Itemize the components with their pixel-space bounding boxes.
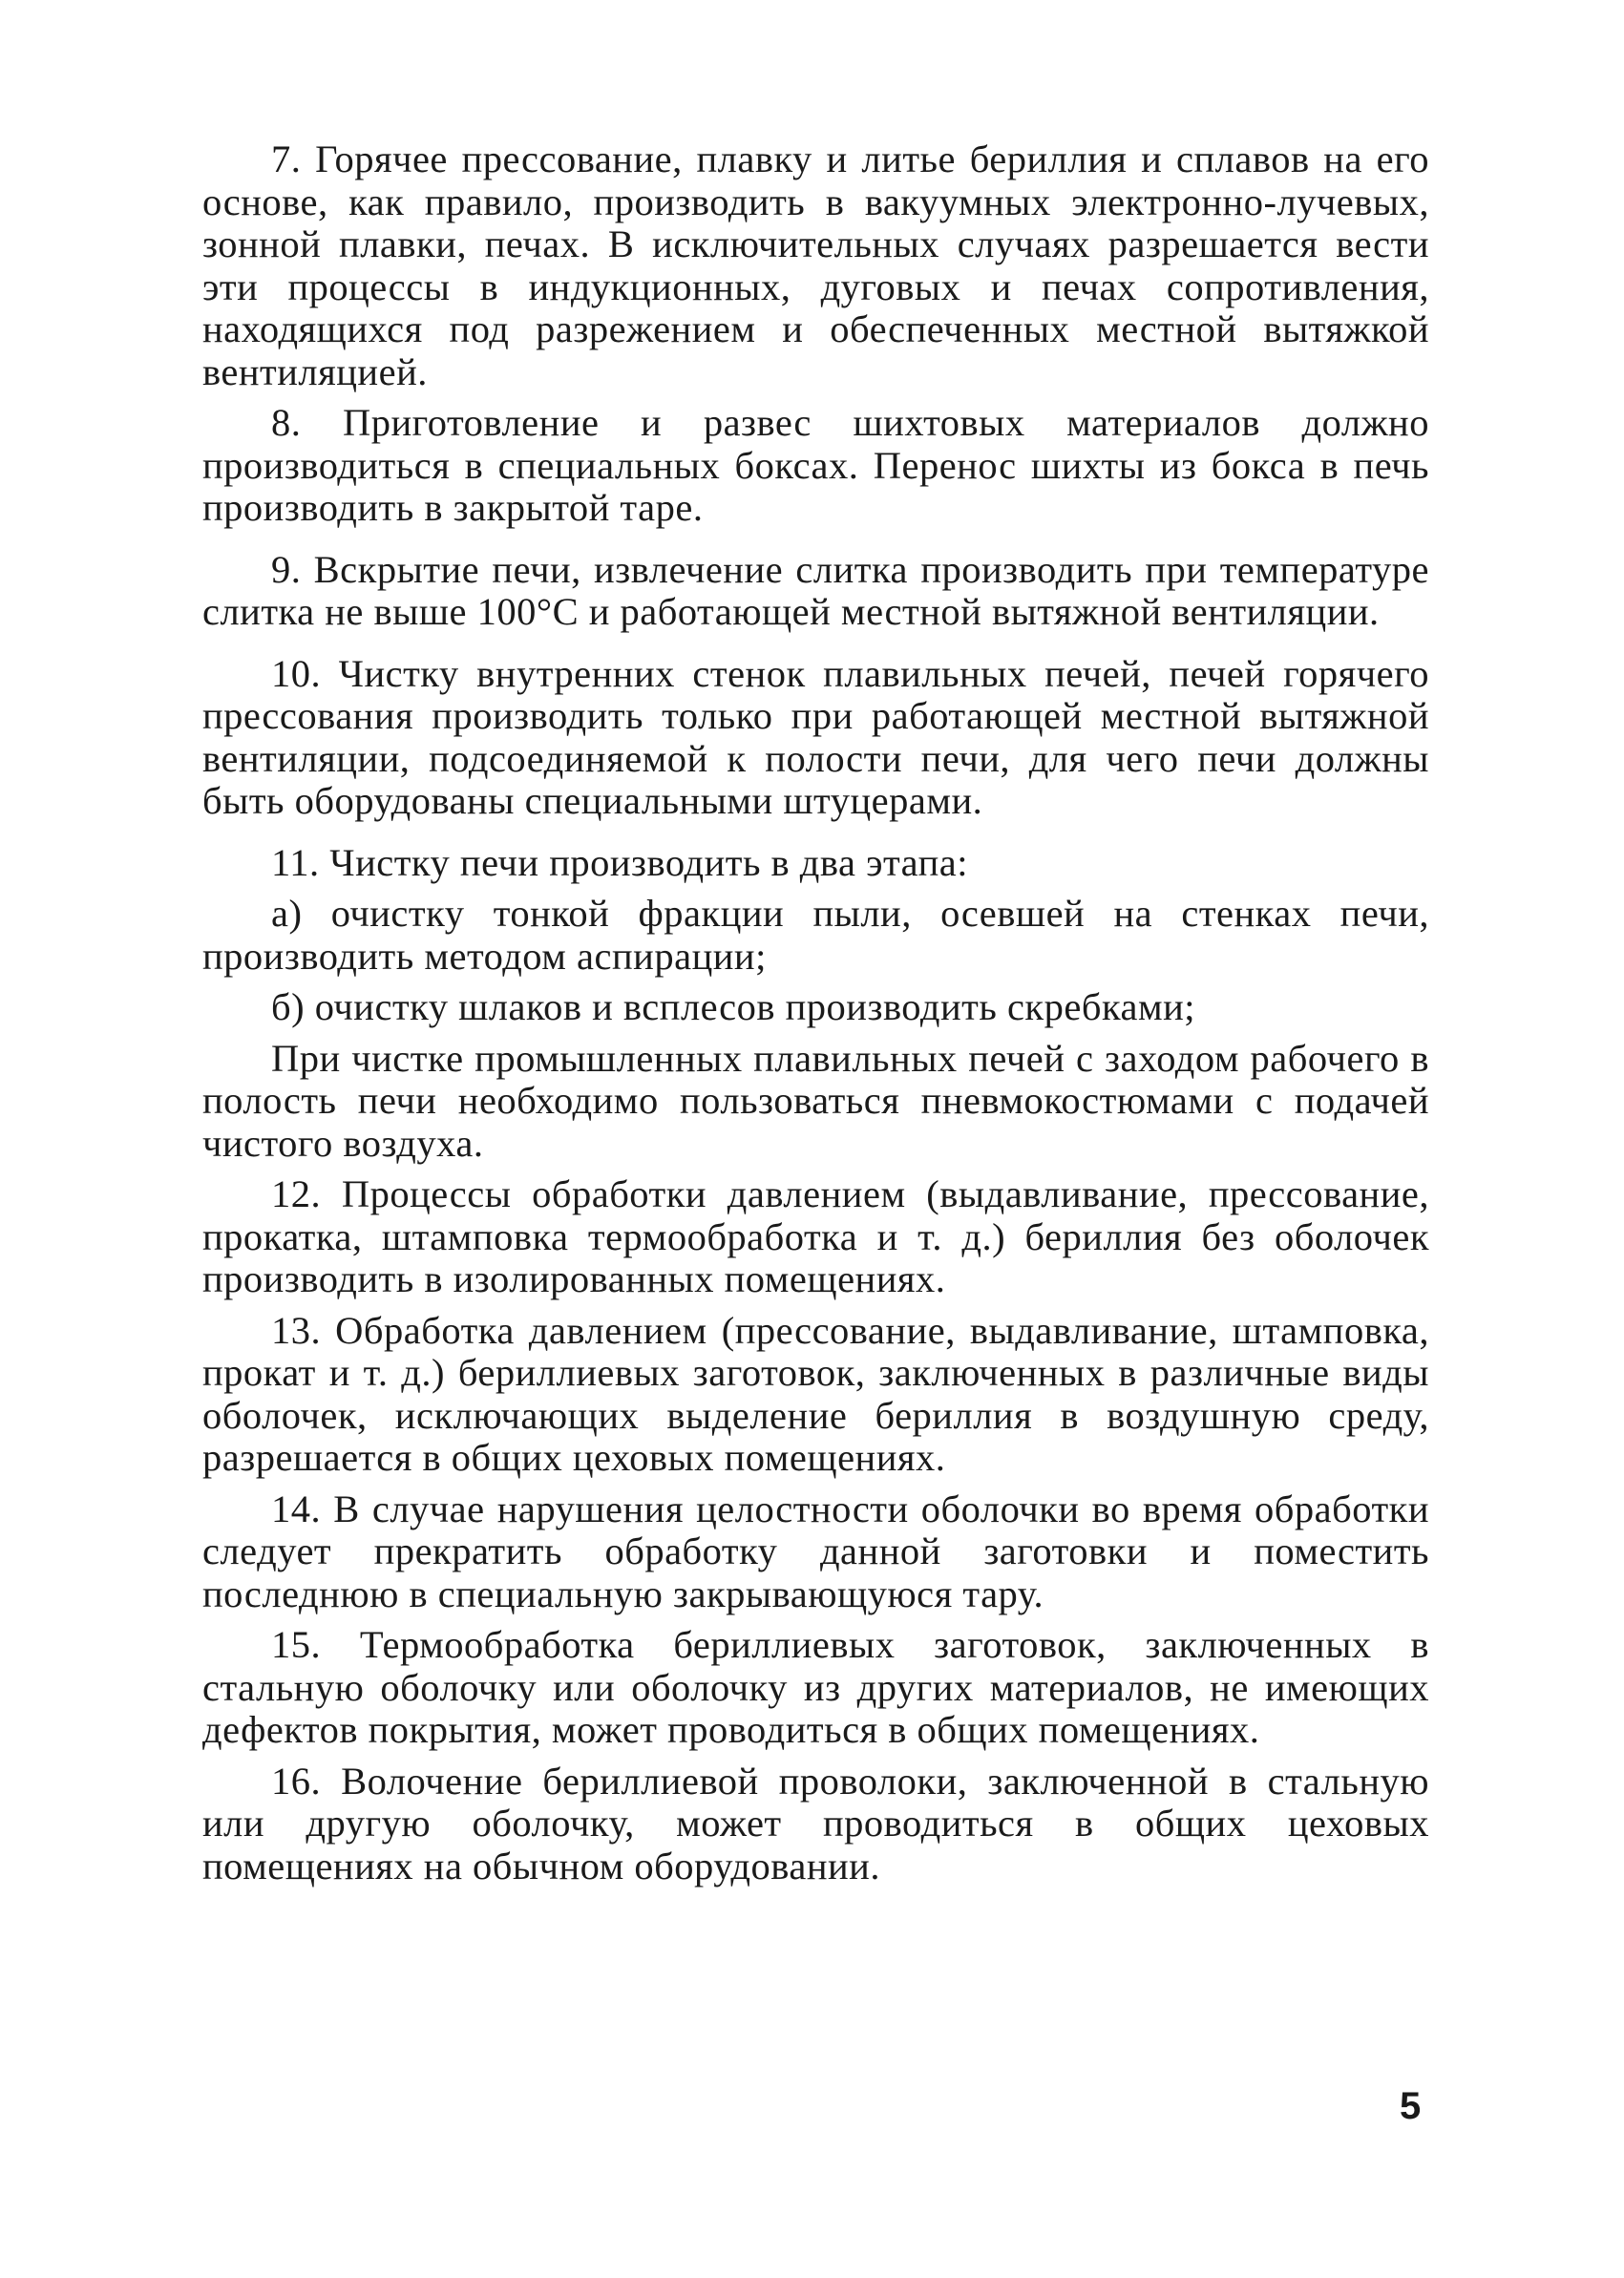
paragraph-11-b: б) очистку шлаков и всплесов производить скребками; xyxy=(271,985,1196,1028)
paragraph-8: 8. Приготовление и развес шихтовых материалов должно производиться в специальных боксах. Перенос шихты из бокса в печь производить в закрытой таре. xyxy=(202,401,1429,529)
page-number: 5 xyxy=(1400,2085,1422,2127)
paragraph-11-a: а) очистку тонкой фракции пыли, осевшей на стенках печи, производить методом аспирации; xyxy=(202,892,1429,978)
paragraph-7: 7. Горячее прессование, плавку и литье бериллия и сплавов на его основе, как правило, производить в вакуумных электронно-лучевых, зонной плавки, печах. В исключительных случаях разрешается вести эти процессы в индукционных, дуговых и печах сопротивления, находящихся под разрежением и обеспеченных местной вытяжкой вентиляцией. xyxy=(202,137,1429,393)
document-body xyxy=(202,138,1429,1896)
paragraph-11: 11. Чистку печи производить в два этапа: xyxy=(271,840,969,884)
paragraph-15: 15. Термообработка бериллиевых заготовок, заключенных в стальную оболочку или оболочку из других материалов, не имеющих дефектов покрытия, может проводиться в общих помещениях. xyxy=(202,1623,1429,1751)
paragraph-16: 16. Волочение бериллиевой проволоки, заключенной в стальную или другую оболочку, может проводиться в общих цеховых помещениях на обычном оборудовании. xyxy=(202,1759,1429,1888)
paragraph-11-note: При чистке промышленных плавильных печей с заходом рабочего в полость печи необходимо пользоваться пневмокостюмами с подачей чистого воздуха. xyxy=(202,1036,1429,1165)
paragraph-14: 14. В случае нарушения целостности оболочки во время обработки следует прекратить обработку данной заготовки и поместить последнюю в специальную закрывающуюся тару. xyxy=(202,1487,1429,1615)
paragraph-10: 10. Чистку внутренних стенок плавильных печей, печей горячего прессования производить только при работающей местной вытяжной вентиляции, подсоединяемой к полости печи, для чего печи должны быть оборудованы специальными штуцерами. xyxy=(202,651,1429,822)
paragraph-12: 12. Процессы обработки давлением (выдавливание, прессование, прокатка, штамповка термообработка и т. д.) бериллия без оболочек производить в изолированных помещениях. xyxy=(202,1172,1429,1300)
paragraph-13: 13. Обработка давлением (прессование, выдавливание, штамповка, прокат и т. д.) бериллиевых заготовок, заключенных в различные виды оболочек, исключающих выделение бериллия в воздушную среду, разрешается в общих цеховых помещениях. xyxy=(202,1308,1429,1479)
paragraph-9: 9. Вскрытие печи, извлечение слитка производить при температуре слитка не выше 100°С и работающей местной вытяжной вентиляции. xyxy=(202,547,1429,633)
